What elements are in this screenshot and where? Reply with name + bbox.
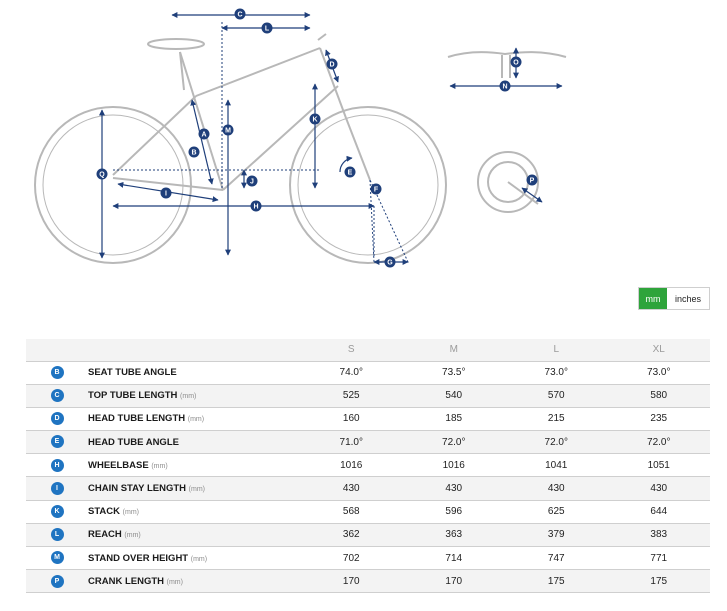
row-badge-cell xyxy=(26,384,88,407)
row-value: 74.0° xyxy=(300,361,403,384)
row-value: 540 xyxy=(403,384,506,407)
bike-geometry-diagram xyxy=(0,0,727,290)
marker-j xyxy=(247,176,258,187)
row-value: 430 xyxy=(403,477,506,500)
row-name: REACH xyxy=(88,529,122,541)
row-badge-cell xyxy=(26,523,88,546)
size-header-s: S xyxy=(300,339,403,361)
row-unit: (mm) xyxy=(190,555,208,563)
marker-o xyxy=(511,57,522,68)
row-value: 714 xyxy=(403,547,506,570)
marker-a xyxy=(199,129,210,140)
row-value: 72.0° xyxy=(505,431,608,454)
row-value: 771 xyxy=(608,547,711,570)
row-name-cell xyxy=(88,547,300,570)
row-name-cell xyxy=(88,431,300,454)
unit-toggle xyxy=(638,287,710,310)
unit-inches-button[interactable]: inches xyxy=(667,288,709,309)
marker-e xyxy=(345,167,356,178)
row-unit: (mm) xyxy=(166,578,183,586)
row-badge-cell xyxy=(26,547,88,570)
row-value: 379 xyxy=(505,523,608,546)
row-value: 73.0° xyxy=(608,361,711,384)
row-badge-cell xyxy=(26,454,88,477)
table-row xyxy=(26,454,710,477)
marker-e-label: E xyxy=(347,169,353,177)
row-value: 747 xyxy=(505,547,608,570)
marker-n xyxy=(500,81,511,92)
table-row xyxy=(26,431,710,454)
marker-q xyxy=(97,169,108,180)
row-value: 185 xyxy=(403,407,506,430)
marker-m xyxy=(223,125,234,136)
table-row xyxy=(26,477,710,500)
marker-h xyxy=(251,201,262,212)
size-header-m: M xyxy=(403,339,506,361)
row-name: TOP TUBE LENGTH xyxy=(88,390,178,402)
row-value: 362 xyxy=(300,523,403,546)
row-badge: L xyxy=(51,528,64,541)
rear-wheel xyxy=(35,107,191,263)
row-name: HEAD TUBE ANGLE xyxy=(88,436,179,448)
marker-o-label: O xyxy=(513,59,519,67)
marker-a-label: A xyxy=(201,131,207,139)
dimension-markers xyxy=(97,9,538,268)
row-value: 625 xyxy=(505,500,608,523)
marker-l-label: L xyxy=(264,25,270,33)
row-value: 235 xyxy=(608,407,711,430)
bike-frame-outline xyxy=(35,34,446,263)
marker-i-label: I xyxy=(165,190,167,198)
row-value: 175 xyxy=(608,570,711,593)
row-value: 170 xyxy=(300,570,403,593)
row-value: 72.0° xyxy=(608,431,711,454)
row-unit: (mm) xyxy=(124,532,141,540)
size-header-xl: XL xyxy=(608,339,711,361)
table-row xyxy=(26,361,710,384)
row-name-cell xyxy=(88,454,300,477)
marker-k xyxy=(310,114,321,125)
marker-p-label: P xyxy=(529,177,535,185)
row-unit: (mm) xyxy=(151,462,168,470)
front-wheel-rim xyxy=(298,115,438,255)
table-row xyxy=(26,500,710,523)
row-value: 363 xyxy=(403,523,506,546)
row-value: 383 xyxy=(608,523,711,546)
row-unit: (mm) xyxy=(188,486,205,494)
row-badge: K xyxy=(51,505,64,518)
row-badge-cell xyxy=(26,500,88,523)
marker-d-label: D xyxy=(329,61,335,69)
handlebar-stem-outline xyxy=(502,55,510,78)
marker-b-label: B xyxy=(191,149,197,157)
table-row xyxy=(26,407,710,430)
marker-g xyxy=(385,257,396,268)
row-name-cell xyxy=(88,384,300,407)
row-value: 1051 xyxy=(608,454,711,477)
row-value: 1041 xyxy=(505,454,608,477)
marker-n-label: N xyxy=(502,83,508,91)
geometry-table xyxy=(26,339,710,593)
row-badge: E xyxy=(51,435,64,448)
row-name-cell xyxy=(88,361,300,384)
marker-g-label: G xyxy=(387,259,393,267)
marker-k-label: K xyxy=(312,116,318,124)
table-row xyxy=(26,523,710,546)
row-value: 1016 xyxy=(300,454,403,477)
row-name-cell xyxy=(88,407,300,430)
row-badge: H xyxy=(51,459,64,472)
table-header-row xyxy=(26,339,710,361)
row-unit: (mm) xyxy=(180,393,197,401)
marker-d xyxy=(327,59,338,70)
row-value: 71.0° xyxy=(300,431,403,454)
header-name-spacer xyxy=(88,339,300,361)
row-name-cell xyxy=(88,477,300,500)
row-value: 72.0° xyxy=(403,431,506,454)
row-value: 170 xyxy=(403,570,506,593)
row-name: CHAIN STAY LENGTH xyxy=(88,483,187,495)
row-value: 596 xyxy=(403,500,506,523)
row-badge-cell xyxy=(26,431,88,454)
row-name-cell xyxy=(88,570,300,593)
marker-j-label: J xyxy=(250,178,254,186)
row-value: 215 xyxy=(505,407,608,430)
saddle xyxy=(148,39,204,49)
row-name-cell xyxy=(88,500,300,523)
row-value: 175 xyxy=(505,570,608,593)
row-value: 644 xyxy=(608,500,711,523)
row-badge: P xyxy=(51,575,64,588)
table-row xyxy=(26,384,710,407)
row-name: CRANK LENGTH xyxy=(88,575,164,587)
down-tube xyxy=(223,86,338,190)
marker-c-label: C xyxy=(237,11,243,19)
row-badge: M xyxy=(51,551,64,564)
marker-m-label: M xyxy=(225,127,231,135)
size-header-l: L xyxy=(505,339,608,361)
row-value: 73.0° xyxy=(505,361,608,384)
row-name: STAND OVER HEIGHT xyxy=(88,552,189,564)
unit-mm-button[interactable]: mm xyxy=(639,288,667,309)
marker-f xyxy=(371,184,382,195)
marker-p xyxy=(527,175,538,186)
row-badge: I xyxy=(51,482,64,495)
stem xyxy=(318,34,326,40)
seat-tube xyxy=(180,52,223,190)
row-name: STACK xyxy=(88,506,121,518)
row-value: 570 xyxy=(505,384,608,407)
row-value: 1016 xyxy=(403,454,506,477)
row-value: 430 xyxy=(505,477,608,500)
marker-l xyxy=(262,23,273,34)
row-unit: (mm) xyxy=(122,509,139,517)
marker-q-label: Q xyxy=(99,171,105,179)
row-value: 580 xyxy=(608,384,711,407)
row-badge-cell xyxy=(26,361,88,384)
row-name-cell xyxy=(88,523,300,546)
marker-b xyxy=(189,147,200,158)
row-badge-cell xyxy=(26,570,88,593)
row-name: HEAD TUBE LENGTH xyxy=(88,413,186,425)
table-row xyxy=(26,570,710,593)
marker-i xyxy=(161,188,172,199)
row-badge: D xyxy=(51,412,64,425)
row-name: WHEELBASE xyxy=(88,459,149,471)
marker-f-label: F xyxy=(373,186,379,194)
row-value: 525 xyxy=(300,384,403,407)
marker-h-label: H xyxy=(253,203,259,211)
row-badge: C xyxy=(51,389,64,402)
row-value: 702 xyxy=(300,547,403,570)
front-wheel xyxy=(290,107,446,263)
row-name: SEAT TUBE ANGLE xyxy=(88,367,177,379)
handlebar-outline xyxy=(448,52,566,57)
top-tube xyxy=(196,48,320,96)
rear-wheel-rim xyxy=(43,115,183,255)
row-value: 73.5° xyxy=(403,361,506,384)
row-unit: (mm) xyxy=(187,416,205,424)
row-badge: B xyxy=(51,366,64,379)
row-value: 430 xyxy=(300,477,403,500)
row-badge-cell xyxy=(26,477,88,500)
marker-c xyxy=(235,9,246,20)
row-value: 568 xyxy=(300,500,403,523)
table-row xyxy=(26,547,710,570)
row-badge-cell xyxy=(26,407,88,430)
header-badge-spacer xyxy=(26,339,88,361)
row-value: 160 xyxy=(300,407,403,430)
row-value: 430 xyxy=(608,477,711,500)
head-tube xyxy=(320,48,346,118)
